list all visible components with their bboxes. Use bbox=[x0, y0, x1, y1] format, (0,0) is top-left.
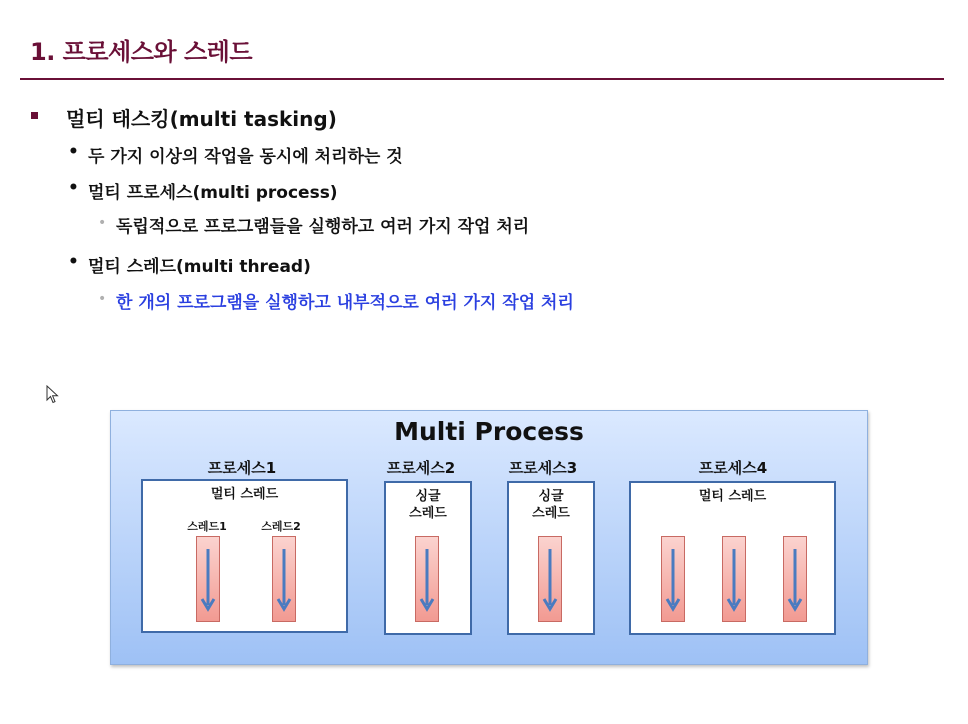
diagram-title: Multi Process bbox=[394, 417, 584, 446]
arrow-down-icon bbox=[273, 537, 295, 621]
thread bbox=[272, 536, 296, 622]
process-label: 프로세스2 bbox=[386, 459, 456, 477]
process-type-label: 싱글 bbox=[415, 489, 441, 504]
title-divider bbox=[20, 78, 944, 80]
thread bbox=[196, 536, 220, 622]
arrow-down-icon bbox=[197, 537, 219, 621]
thread-name: 스레드2 bbox=[261, 520, 301, 533]
dot-bullet-icon: • bbox=[98, 291, 107, 307]
bullet-multi-process: 멀티 프로세스(multi process) bbox=[88, 183, 338, 203]
arrow-down-icon bbox=[784, 537, 806, 621]
arrow-down-icon bbox=[539, 537, 561, 621]
process-type-label: 스레드 bbox=[532, 506, 570, 521]
process-box bbox=[629, 481, 836, 635]
process-type-label: 멀티 스레드 bbox=[698, 489, 767, 504]
process-label: 프로세스4 bbox=[698, 459, 768, 477]
process-type-label: 멀티 스레드 bbox=[210, 487, 279, 502]
process-box bbox=[507, 481, 595, 635]
dot-bullet-icon: • bbox=[68, 178, 79, 198]
thread bbox=[538, 536, 562, 622]
arrow-down-icon bbox=[723, 537, 745, 621]
dot-bullet-icon: • bbox=[68, 252, 79, 272]
square-bullet-icon bbox=[31, 112, 38, 119]
bullet-multi-thread: 멀티 스레드(multi thread) bbox=[88, 257, 311, 277]
process-box bbox=[384, 481, 472, 635]
arrow-down-icon bbox=[416, 537, 438, 621]
bullet-definition: 두 가지 이상의 작업을 동시에 처리하는 것 bbox=[88, 147, 403, 167]
dot-bullet-icon: • bbox=[68, 142, 79, 162]
page-title: 1. 프로세스와 스레드 bbox=[30, 38, 252, 66]
process-type-label: 싱글 bbox=[538, 489, 564, 504]
thread bbox=[661, 536, 685, 622]
process-type-label: 스레드 bbox=[409, 506, 447, 521]
thread bbox=[783, 536, 807, 622]
dot-bullet-icon: • bbox=[98, 215, 107, 231]
multi-process-diagram bbox=[110, 410, 868, 665]
bullet-multi-thread-detail: 한 개의 프로그램을 실행하고 내부적으로 여러 가지 작업 처리 bbox=[116, 293, 574, 313]
bullet-multi-process-detail: 독립적으로 프로그램들을 실행하고 여러 가지 작업 처리 bbox=[116, 217, 530, 237]
thread bbox=[722, 536, 746, 622]
bullet-multi-tasking: 멀티 태스킹(multi tasking) bbox=[66, 107, 337, 131]
thread bbox=[415, 536, 439, 622]
thread-name: 스레드1 bbox=[187, 520, 227, 533]
arrow-down-icon bbox=[662, 537, 684, 621]
mouse-pointer-icon bbox=[46, 385, 60, 405]
process-label: 프로세스1 bbox=[207, 459, 277, 477]
process-box bbox=[141, 479, 348, 633]
process-label: 프로세스3 bbox=[508, 459, 578, 477]
